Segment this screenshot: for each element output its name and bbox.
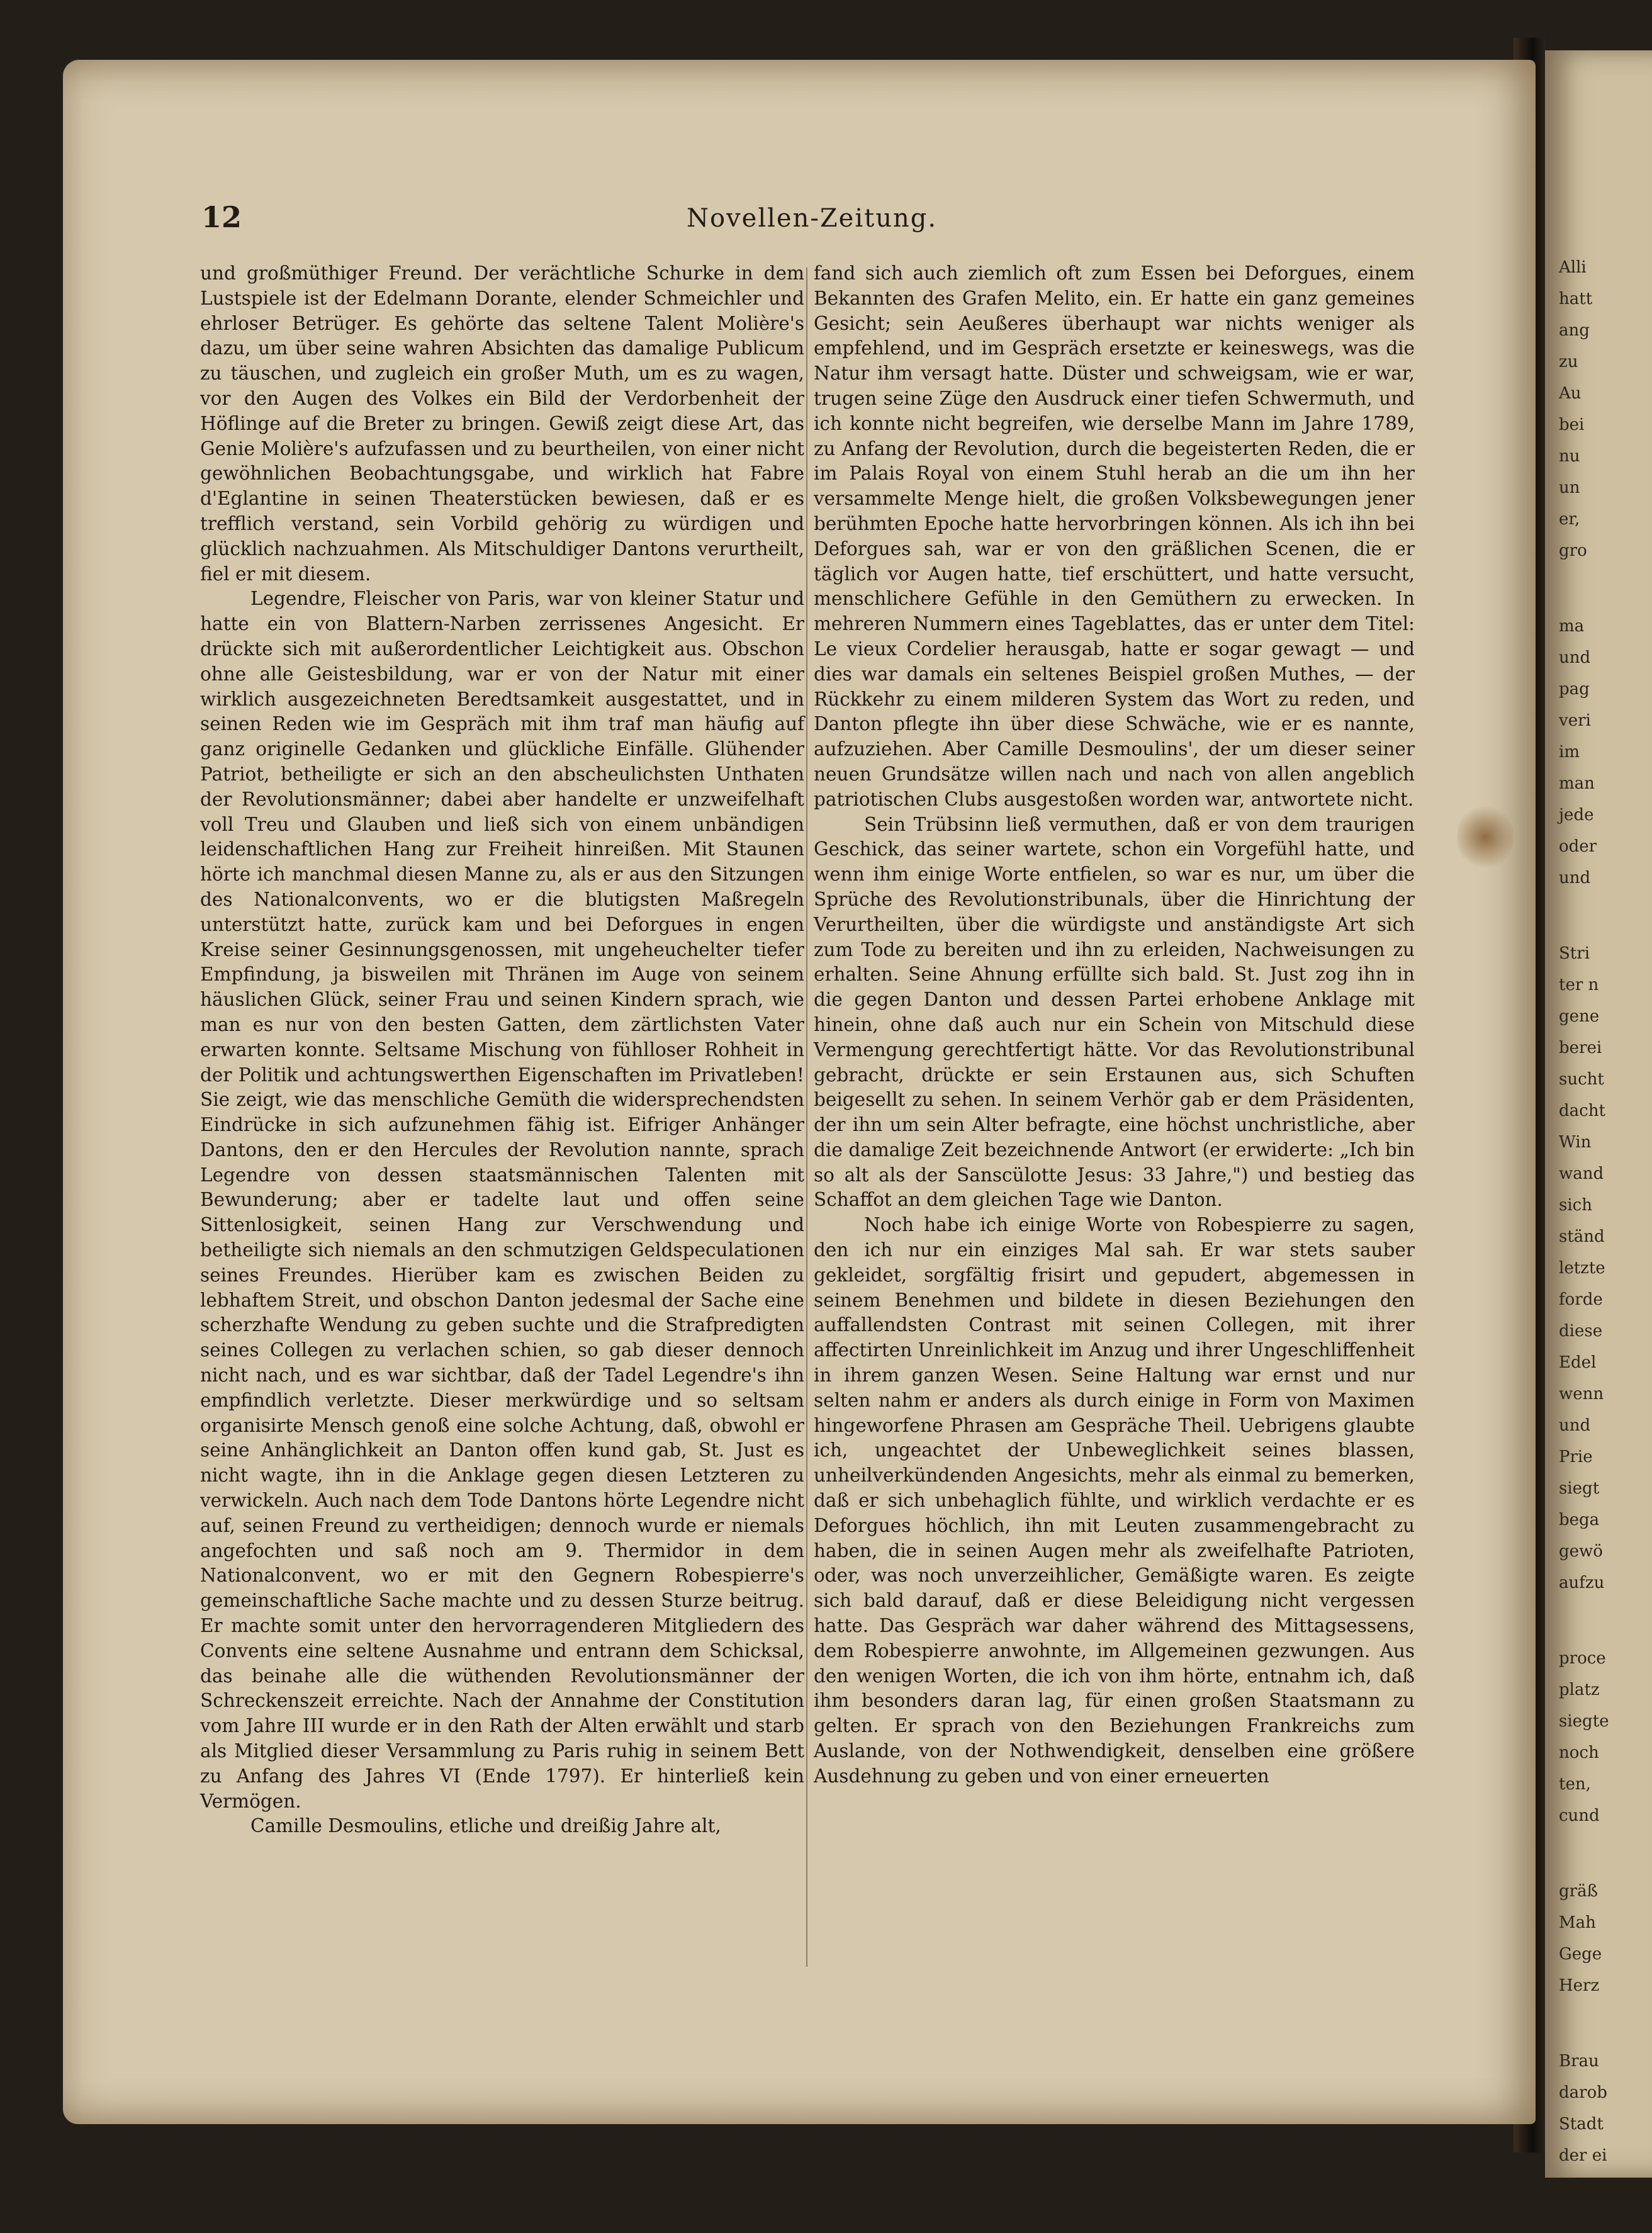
- next-page-fragment: gräß: [1559, 1882, 1598, 1901]
- next-page-fragment: sich: [1559, 1196, 1592, 1215]
- column-divider: [806, 267, 807, 1967]
- next-page-fragment: siegte: [1559, 1712, 1609, 1731]
- next-page-fragment: jede: [1559, 806, 1594, 824]
- next-page-fragment: berei: [1559, 1038, 1602, 1057]
- next-page-fragment: ma: [1559, 617, 1585, 636]
- next-page-fragment: Brau: [1559, 2052, 1599, 2071]
- next-page-fragment: pag: [1559, 680, 1590, 699]
- running-title: Novellen-Zeitung.: [686, 204, 938, 233]
- next-page-fragment: wenn: [1559, 1385, 1604, 1403]
- next-page-fragment: wand: [1559, 1164, 1604, 1183]
- next-page-fragment: sucht: [1559, 1070, 1604, 1089]
- next-page-fragment: un: [1559, 478, 1580, 497]
- next-page-fragment: cund: [1559, 1806, 1600, 1825]
- next-page-fragment: bega: [1559, 1510, 1600, 1529]
- page-header: [201, 200, 1422, 244]
- right-column: [814, 261, 1415, 1789]
- next-page-fragment: nu: [1559, 447, 1580, 466]
- next-page-fragment: platz: [1559, 1680, 1600, 1699]
- next-page-fragment: ang: [1559, 321, 1590, 340]
- next-page-fragment: dacht: [1559, 1101, 1605, 1120]
- paragraph: Camille Desmoulins, etliche und dreißig Jahre alt,: [250, 1815, 721, 1837]
- next-page-fragment: aufzu: [1559, 1573, 1605, 1592]
- next-page-fragment: darob: [1559, 2083, 1607, 2102]
- next-page-fragment: zu: [1559, 352, 1578, 371]
- next-page-fragment: Stri: [1559, 944, 1590, 963]
- next-page-fragment: siegt: [1559, 1479, 1600, 1498]
- next-page-fragment: der ei: [1559, 2146, 1607, 2165]
- next-page-fragment: und: [1559, 648, 1591, 667]
- page-number: 12: [201, 200, 242, 234]
- left-column: [200, 261, 804, 1839]
- paper-stain: [1457, 802, 1514, 872]
- paragraph: Legendre, Fleischer von Paris, war von kleiner Statur und hatte ein von Blattern-Narben zerrissenes Angesicht. Er drückte sich mit außerordentlicher Leichtigkeit aus. Obschon ohne alle Geistesbildung, war er von der Natur mit einer wirklich ausgezeichneten Beredtsamkeit ausgestattet, und in seinen Reden wie im Gespräch mit ihm traf man häufig auf ganz originelle Gedanken und glückliche Einfälle. Glühender Patriot, betheiligte er sich an den abscheulichsten Unthaten der Revolutionsmänner; dabei aber handelte er unzweifelhaft voll Treu und Glauben und ließ sich von einem unbändigen leidenschaftlichen Hang zur Freiheit hinreißen. Mit Staunen hörte ich manchmal diesen Manne zu, als er aus den Sitzungen des Nationalconvents, wo er die blutigsten Maßregeln unterstützt hatte, zurück kam und bei Deforgues in engen Kreise seiner Gesinnungsgenossen, mit ungeheuchelter tiefer Empfindung, ja bisweilen mit Thränen im Auge von seinem häuslichen Glück, seiner Frau und seinen Kindern sprach, wie man es nur von den besten Gatten, dem zärtlichsten Vater erwarten konnte. Seltsame Mischung von fühlloser Rohheit in der Politik und achtungswerthen Eigenschaften im Privatleben! Sie zeigt, wie das menschliche Gemüth die widersprechendsten Eindrücke in sich aufzunehmen fähig ist. Eifriger Anhänger Dantons, den er den Hercules der Revolution nannte, sprach Legendre von dessen staatsmännischen Talenten mit Bewunderung; aber er tadelte laut und offen seine Sittenlosigkeit, seinen Hang zur Verschwendung und betheiligte sich niemals an den schmutzigen Geldspeculationen seines Freundes. Hierüber kam es zwischen Beiden zu lebhaftem Streit, und obschon Danton jedesmal der Sache eine scherzhafte Wendung zu geben suchte und die Strafpredigten seines Collegen zu verlachen schien, so gab dieser dennoch nicht nach, und es war sichtbar, daß der Tadel Legendre's ihn empfindlich verletzte. Dieser merkwürdige und so seltsam organisirte Mensch genoß eine solche Achtung, daß, obwohl er seine Anhänglichkeit an Danton offen kund gab, St. Just es nicht wagte, ihn in die Anklage gegen diesen Letzteren zu verwickeln. Auch nach dem Tode Dantons hörte Legendre nicht auf, seinen Freund zu vertheidigen; dennoch wurde er niemals angefochten und saß noch am 9. Thermidor in dem Nationalconvent, wo er mit den Gegnern Robespierre's gemeinschaftliche Sache machte und zu dessen Sturze beitrug. Er machte somit unter den hervorragenderen Mitgliedern des Convents eine seltene Ausnahme und entrann dem Schicksal, das beinahe alle die wüthenden Revolutionsmänner der Schreckenszeit erreichte. Nach der Annahme der Constitution vom Jahre III wurde er in den Rath der Alten erwählt und starb als Mitglied dieser Versammlung zu Paris ruhig in seinem Bett zu Anfang des Jahres VI (Ende 1797). Er hinterließ kein Vermögen.: [200, 588, 804, 1812]
- next-page-fragment: Herz: [1559, 1976, 1600, 1995]
- next-page-fragment: gewö: [1559, 1542, 1603, 1561]
- next-page-edge: [1545, 50, 1652, 2178]
- next-page-fragment: Mah: [1559, 1913, 1596, 1932]
- next-page-fragment: Edel: [1559, 1353, 1597, 1372]
- next-page-fragment: Stadt: [1559, 2115, 1604, 2134]
- next-page-fragment: proce: [1559, 1649, 1606, 1668]
- next-page-fragment: noch: [1559, 1743, 1599, 1762]
- next-page-fragment: gro: [1559, 541, 1587, 560]
- next-page-fragment: gene: [1559, 1007, 1600, 1026]
- next-page-fragment: und: [1559, 1416, 1591, 1435]
- next-page-fragment: oder: [1559, 837, 1597, 856]
- next-page-fragment: im: [1559, 743, 1580, 762]
- next-page-fragment: Au: [1559, 384, 1582, 403]
- next-page-fragment: und: [1559, 869, 1591, 887]
- next-page-fragment: Alli: [1559, 258, 1587, 277]
- next-page-fragment: ten,: [1559, 1775, 1591, 1794]
- next-page-fragment: Prie: [1559, 1448, 1593, 1466]
- next-page-fragment: hatt: [1559, 290, 1593, 308]
- next-page-fragment: ständ: [1559, 1227, 1605, 1246]
- next-page-fragment: man: [1559, 774, 1595, 793]
- paragraph: und großmüthiger Freund. Der verächtliche Schurke in dem Lustspiele ist der Edelmann Dorante, elender Schmeichler und ehrloser Betrüger. Es gehörte das seltene Talent Molière's dazu, um über seine wahren Absichten das damalige Publicum zu täuschen, und zugleich ein großer Muth, um es zu wagen, vor den Augen des Volkes ein Bild der Verdorbenheit der Höflinge auf die Breter zu bringen. Gewiß zeigt diese Art, das Genie Molière's aufzufassen und zu beurtheilen, von einer nicht gewöhnlichen Beobachtungsgabe, und wirklich hat Fabre d'Eglantine in seinen Theaterstücken bewiesen, daß er es trefflich verstand, sein Vorbild gehörig zu würdigen und glücklich nachzuahmen. Als Mitschuldiger Dantons verurtheilt, fiel er mit diesem.: [200, 262, 804, 585]
- next-page-fragment: forde: [1559, 1290, 1603, 1309]
- next-page-fragment: Win: [1559, 1133, 1592, 1152]
- next-page-fragment: Gege: [1559, 1945, 1602, 1964]
- next-page-fragment: diese: [1559, 1322, 1603, 1341]
- next-page-fragment: veri: [1559, 711, 1591, 730]
- paragraph: fand sich auch ziemlich oft zum Essen bei Deforgues, einem Bekannten des Grafen Melito, ein. Er hatte ein ganz gemeines Gesicht; sein Aeußeres überhaupt war nichts weniger als empfehlend, und im Gespräch ersetzte er keineswegs, was die Natur ihm versagt hatte. Düster und schweigsam, wie er war, trugen seine Züge den Ausdruck einer tiefen Schwermuth, und ich konnte nicht begreifen, wie derselbe Mann im Jahre 1789, zu Anfang der Revolution, durch die begeisterten Reden, die er im Palais Royal von einem Stuhl herab an die um ihn her versammelte Menge hielt, die großen Volksbewegungen jener berühmten Epoche hatte hervorbringen können. Als ich ihn bei Deforgues sah, war er von den gräßlichen Scenen, die er täglich vor Augen hatte, tief erschüttert, und hatte versucht, menschlichere Gefühle in den Gemüthern zu erwecken. In mehreren Nummern eines Tageblattes, das er unter dem Titel: Le vieux Cordelier herausgab, hatte er sogar gewagt — und dies war damals ein seltenes Beispiel großen Muthes, — der Rückkehr zu einem milderen System das Wort zu reden, und Danton pflegte ihn über diese Schwäche, wie er es nannte, aufzuziehen. Aber Camille Desmoulins', der um dieser seiner neuen Grundsätze willen nach und nach von allen angeblich patriotischen Clubs ausgestoßen worden war, antwortete nicht.: [814, 262, 1415, 810]
- next-page-fragment: letzte: [1559, 1259, 1605, 1278]
- next-page-fragment: er,: [1559, 510, 1580, 529]
- paragraph: Noch habe ich einige Worte von Robespierre zu sagen, den ich nur ein einziges Mal sah. Er war stets sauber gekleidet, sorgfältig frisirt und gepudert, abgemessen in seinem Benehmen und bildete in diesen Beziehungen den auffallendsten Contrast mit seinen Collegen, mit ihrer affectirten Unreinlichkeit im Anzug und ihrer Ungeschliffenheit in ihrem ganzen Wesen. Seine Haltung war ernst und nur selten nahm er anders als durch einige in Form von Maximen hingeworfene Phrasen am Gespräche Theil. Uebrigens glaubte ich, ungeachtet der Unbeweglichkeit seines blassen, unheilverkündenden Angesichts, mehr als einmal zu bemerken, daß er sich unbehaglich fühlte, und wirklich verdachte er es Deforgues höchlich, ihn mit Leuten zusammengebracht zu haben, die in seinen Augen mehr als zweifelhafte Patrioten, oder, was noch unverzeihlicher, Gemäßigte waren. Es zeigte sich bald darauf, daß er diese Beleidigung nicht vergessen hatte. Das Gespräch war daher während des Mittagsessens, dem Robespierre anwohnte, im Allgemeinen gezwungen. Aus den wenigen Worten, die ich von ihm hörte, entnahm ich, daß ihm besonders daran lag, für einen großen Staatsmann zu gelten. Er sprach von den Beziehungen Frankreichs zum Auslande, von der Nothwendigkeit, denselben eine größere Ausdehnung zu geben und von einer erneuerten: [814, 1214, 1415, 1787]
- next-page-fragment: ter n: [1559, 976, 1599, 994]
- paragraph: Sein Trübsinn ließ vermuthen, daß er von dem traurigen Geschick, das seiner wartete, schon ein Vorgefühl hatte, und wenn ihm einige Worte entfielen, so war es nur, um über die Sprüche des Revolutionstribunals, über die Hinrichtung der Verurtheilten, über die würdigste und anständigste Art sich zum Tode zu bereiten und ihn zu erleiden, Nachweisungen zu erhalten. Seine Ahnung erfüllte sich bald. St. Just zog ihn in die gegen Danton und dessen Partei erhobene Anklage mit hinein, ohne daß auch nur ein Schein von Mitschuld diese Vermengung gerechtfertigt hätte. Vor das Revolutionstribunal gebracht, drückte er sein Erstaunen aus, sich Schuften beigesellt zu sehen. In seinem Verhör gab er dem Präsidenten, der ihn um sein Alter befragte, eine höchst unchristliche, aber die damalige Zeit bezeichnende Antwort (er erwiderte: „Ich bin so alt als der Sanscülotte Jesus: 33 Jahre,") und bestieg das Schaffot an dem gleichen Tage wie Danton.: [814, 813, 1415, 1211]
- next-page-fragment: bei: [1559, 415, 1585, 434]
